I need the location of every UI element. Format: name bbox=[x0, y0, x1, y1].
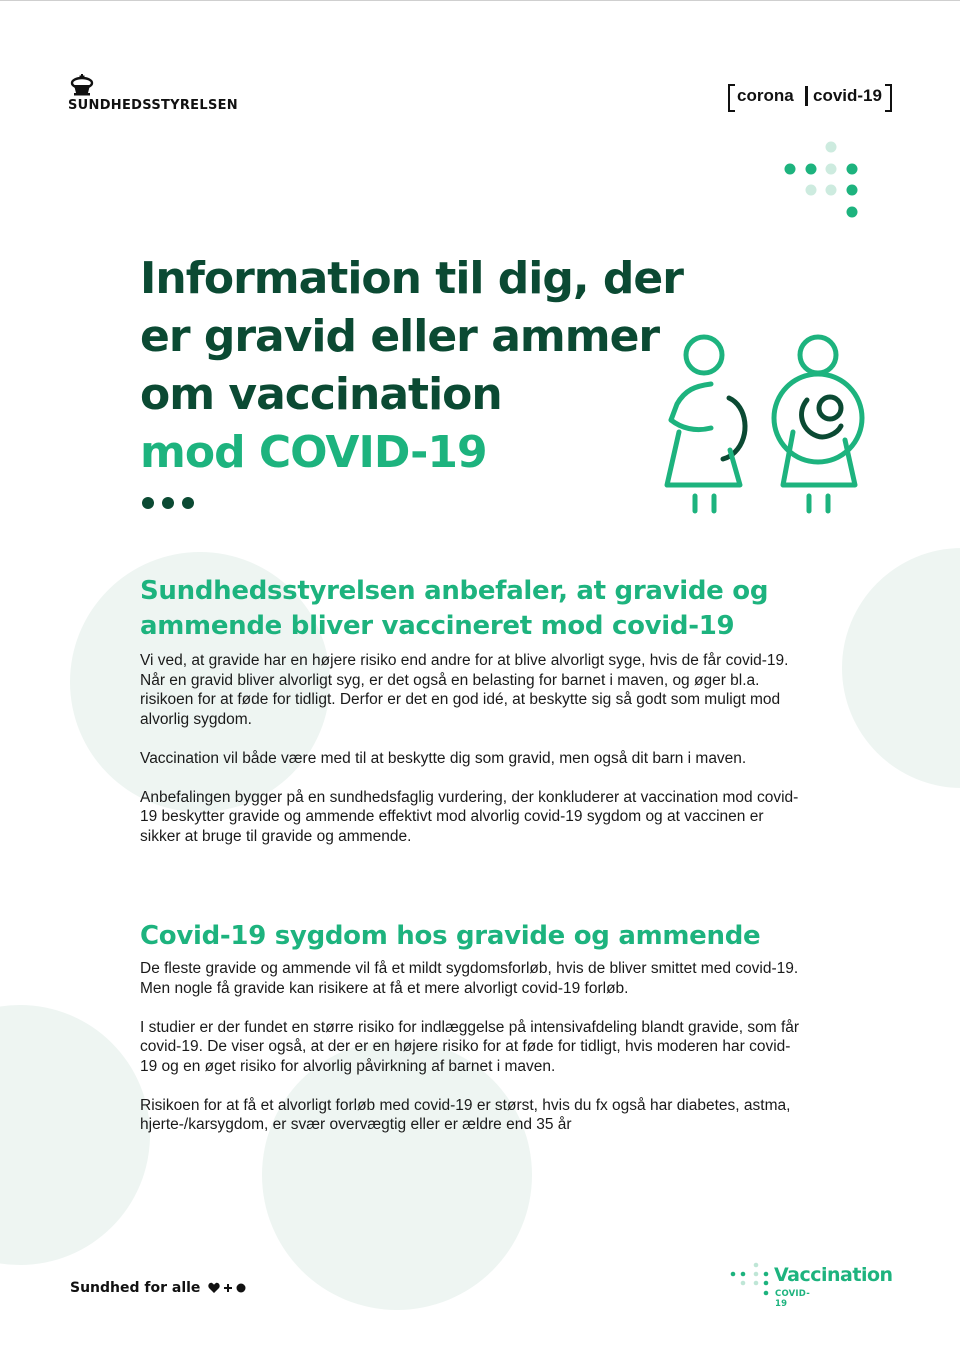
page-title bbox=[140, 250, 683, 482]
page-top-border bbox=[0, 0, 960, 1]
tag-corona: corona bbox=[737, 86, 794, 105]
women-illustration bbox=[655, 328, 885, 518]
vaccination-dots-icon bbox=[728, 1262, 772, 1302]
bg-circle bbox=[0, 1005, 150, 1265]
crown-icon bbox=[70, 74, 94, 96]
heading-line: Covid-19 sygdom hos gravide og ammende bbox=[140, 921, 761, 951]
bracket-left bbox=[728, 84, 735, 112]
paragraph: Vi ved, at gravide har en højere risiko end andre for at blive alvorligt syge, hvis de får covid-19. Når en gravid bliver alvorligt syg, er det også en belasting for barnet i maven, og øger bl.a. risikoen for at føde for tidligt. Derfor er det en god idé, at beskytte sig så godt som muligt mod alvorlig sygdom. bbox=[140, 652, 789, 728]
paragraph: Anbefalingen bygger på en sundhedsfaglig vurdering, der konkluderer at vaccination mod covid-19 beskytter gravide og ammende effektivt mod alvorlig covid-19 sygdom og at vaccinen er sikker at bruge til gravide og ammende. bbox=[140, 788, 799, 845]
sundhedsstyrelsen-logo bbox=[68, 74, 238, 113]
paragraph: Risikoen for at få et alvorligt forløb med covid-19 er størst, hvis du fx også har diabetes, astma, hjerte-/karsygdom, er svær overvægtig eller er ældre end 35 år bbox=[140, 1096, 791, 1133]
section-heading bbox=[140, 919, 760, 954]
logo-text: SUNDHEDSSTYRELSEN bbox=[68, 98, 238, 113]
title-line: Information til dig, der bbox=[140, 253, 683, 304]
paragraph: I studier er der fundet en større risiko for indlæggelse på intensivafdeling blandt gravide, som får covid-19. De viser også, at der er en højere risiko for at føde for tidligt, hvis moderen har covid-19 og en øget risiko for alvorlig påvirkning af barnet i maven. bbox=[140, 1018, 800, 1075]
tag-separator bbox=[805, 86, 808, 106]
corona-covid-tag bbox=[728, 82, 892, 112]
dot-pattern-decoration bbox=[780, 140, 864, 220]
title-line: om vaccination bbox=[140, 369, 502, 420]
title-line: er gravid eller ammer bbox=[140, 311, 660, 362]
bg-circle bbox=[842, 548, 960, 788]
heart-plus-dot-icon bbox=[208, 1282, 248, 1294]
heading-line: ammende bliver vaccineret mod covid-19 bbox=[140, 611, 735, 641]
section-body bbox=[140, 959, 800, 1154]
pregnant-woman-icon bbox=[667, 337, 745, 511]
tag-covid: covid-19 bbox=[813, 86, 882, 105]
breastfeeding-woman-icon bbox=[774, 337, 862, 511]
paragraph: De fleste gravide og ammende vil få et mildt sygdomsforløb, hvis de bliver smittet med covid-19. Men nogle få gravide kan risikere at få et mere alvorligt covid-19 forløb. bbox=[140, 960, 799, 997]
paragraph: Vaccination vil både være med til at beskytte dig som gravid, men også dit barn i maven. bbox=[140, 749, 747, 767]
footer-slogan bbox=[70, 1280, 248, 1296]
bracket-right bbox=[885, 84, 892, 112]
title-line-accent: mod COVID-19 bbox=[140, 427, 487, 478]
section-heading bbox=[140, 574, 768, 644]
heading-line: Sundhedsstyrelsen anbefaler, at gravide og bbox=[140, 576, 769, 606]
vaccination-subtitle: COVID-19 bbox=[775, 1289, 810, 1309]
slogan-text: Sundhed for alle bbox=[70, 1280, 201, 1296]
vaccination-logo bbox=[728, 1262, 893, 1309]
section-body bbox=[140, 651, 800, 866]
ellipsis-dots-icon bbox=[141, 496, 201, 510]
vaccination-title: Vaccination bbox=[774, 1264, 893, 1286]
